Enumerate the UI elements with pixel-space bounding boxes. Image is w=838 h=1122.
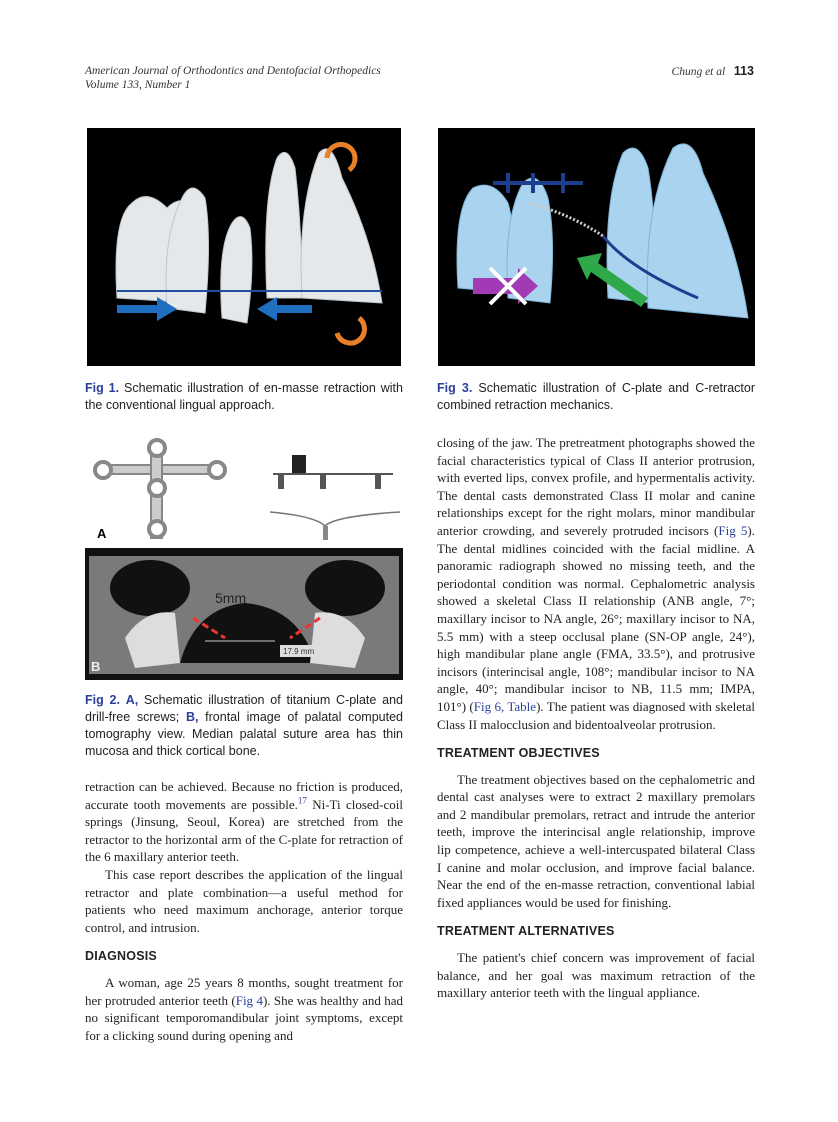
measure-17mm: 17.9 mm: [283, 647, 315, 656]
text: ). The dental midlines coincided with the facial midline. A panoramic radiograph showed no missing teeth, and the periodontal condition was normal. Cephalometric analysis showed a skeletal Class II relationship (ANB angle, 7°; maxillary incisor to NA angle, 26°; maxillary incisor to NA, 5.5 mm) with a steep occlusal plane (SN-OP angle, 24°), high mandibular plane angle (FMA, 33.5°), and protrusive incisors (interincisal angle, 108°; mandibular incisor to NA angle, 40°; mandibular incisor to NB, 11.5 mm; IMPA, 101°) (: [437, 522, 755, 714]
fig1-image: [87, 128, 401, 366]
caption-text: frontal image of palatal computed tomography view. Median palatal suture area has thin mucosa and thick cortical bone.: [85, 710, 403, 758]
caption-text: Schematic illustration of titanium C-plate and drill-free screws;: [85, 693, 403, 724]
fig3-image: [438, 128, 755, 366]
figure-link[interactable]: Fig 5: [718, 522, 748, 538]
fig2-caption: [85, 692, 403, 760]
paragraph: The patient's chief concern was improvement of facial balance, and her goal was maximum retraction of the maxillary anterior teeth with the lingual appliance.: [437, 950, 755, 1001]
fig-label: Fig 3.: [437, 381, 473, 395]
authors: Chung et al: [671, 66, 726, 78]
caption-text: Schematic illustration of en-masse retraction with the conventional lingual approach.: [85, 381, 403, 412]
measure-5mm: 5mm: [215, 590, 247, 606]
paragraph: [437, 434, 755, 733]
figure-link[interactable]: Fig 4: [235, 992, 263, 1008]
reference-link[interactable]: 17: [297, 795, 307, 806]
fig-label: Fig 2.: [85, 693, 120, 707]
panel-ref: B,: [185, 710, 199, 724]
right-column: [437, 434, 755, 1002]
caption-text: Schematic illustration of C-plate and C-retractor combined retraction mechanics.: [437, 381, 755, 412]
section-heading-diagnosis: DIAGNOSIS: [85, 949, 157, 964]
section-heading-objectives: TREATMENT OBJECTIVES: [437, 746, 600, 761]
fig-label: Fig 1.: [85, 381, 120, 395]
panel-ref: A,: [125, 693, 139, 707]
section-heading-alternatives: TREATMENT ALTERNATIVES: [437, 924, 615, 939]
paragraph: [85, 778, 403, 866]
panel-b-label: B: [91, 659, 101, 674]
fig3-caption: [437, 380, 755, 414]
text: ). She was healthy and had no significant temporomandibular joint symptoms, except for a clicking sound during opening and: [85, 992, 403, 1043]
text: Ni-Ti closed-coil springs (Jinsung, Seoul, Korea) are stretched from the retractor to the horizontal arm of the C-plate for retraction of the 6 maxillary anterior teeth.: [85, 796, 403, 865]
journal-volume: Volume 133, Number 1: [85, 79, 191, 91]
paragraph: The treatment objectives based on the cephalometric and dental cast analyses were to extract 2 maxillary premolars and 2 mandibular premolars, retract and intrude the anterior teeth, improve the interincisal angle relationship, improve lip competence, achieve a well-intercuspated bilateral Class I canine and molar occlusion, and improve facial balance. Near the end of the en-masse retraction, conventional labial fixed appliances would be used for finishing.: [437, 771, 755, 910]
text: ). The patient was diagnosed with skeletal Class II malocclusion and bidentoalveolar protrusion.: [437, 698, 756, 732]
text: A woman, age 25 years 8 months, sought treatment for her protruded anterior teeth (: [85, 974, 403, 1008]
paragraph: [85, 974, 403, 1044]
figure-link[interactable]: Fig 6, Table: [473, 698, 537, 714]
running-header: [85, 64, 381, 92]
page-number: 113: [733, 64, 754, 78]
text: closing of the jaw. The pretreatment photographs showed the facial characteristics typical of Class II anterior protrusion, with everted lips, convex profile, and hypermentalis activity. The dental casts demonstrated Class II molar and canine relationships except for the right molars, minor mandibular anterior crowding, and severely protruded incisors (: [437, 435, 755, 538]
journal-title: American Journal of Orthodontics and Dentofacial Orthopedics: [85, 65, 381, 77]
left-column: [85, 778, 403, 1044]
panel-a-label: A: [97, 526, 107, 541]
paragraph: This case report describes the application of the lingual retractor and plate combination—a useful method for patients who need maximum anchorage, anterior torque control, and intrusion.: [85, 866, 403, 935]
text: retraction can be achieved. Because no friction is produced, accurate tooth movements are possible.: [85, 779, 403, 812]
fig1-caption: [85, 380, 403, 414]
page-header-right: [672, 64, 754, 79]
fig2-image: [85, 438, 403, 680]
